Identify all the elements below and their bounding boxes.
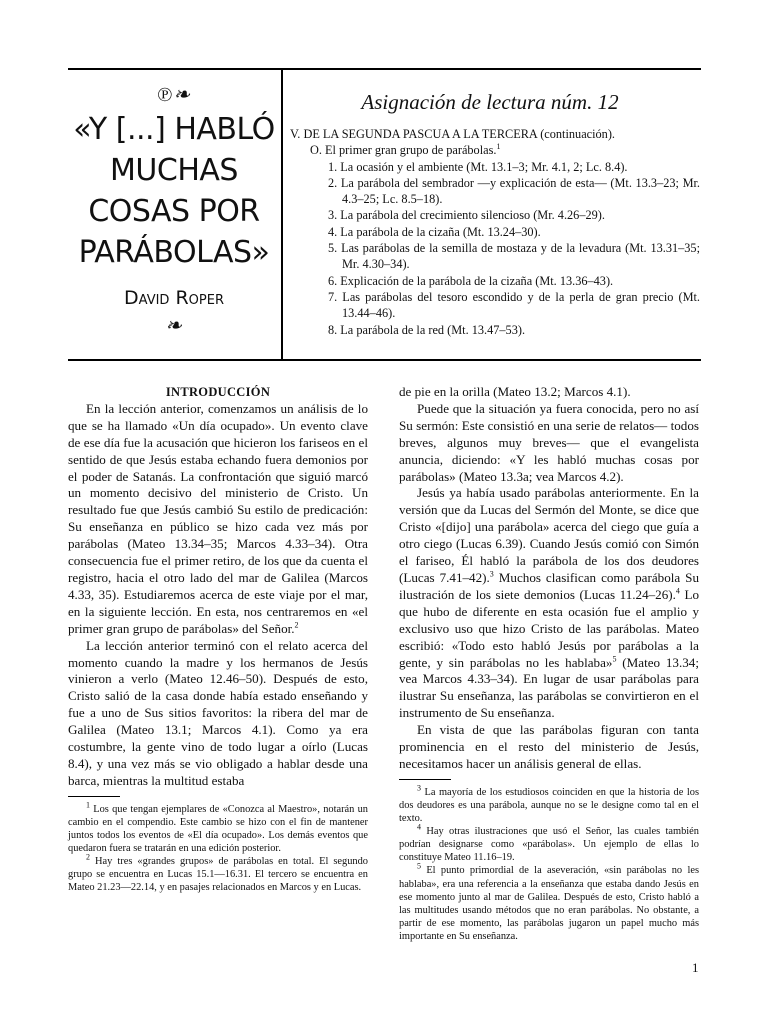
outline-item: 1. La ocasión y el ambiente (Mt. 13.1–3; Mr. 4.1, 2; Lc. 8.4). xyxy=(328,159,628,174)
footnote: $^4$ Hay otras ilustraciones que usó el Señor, las cuales también podrían designarse como «parábolas». Un ejemplo de ellas lo constituye Mateo 11.16–19. xyxy=(399,822,699,864)
title-block xyxy=(68,72,280,337)
ornament-bottom: ❧ xyxy=(165,313,183,337)
section-heading: INTRODUCCIÓN xyxy=(165,385,271,399)
page-number: 1 xyxy=(692,960,699,975)
bottom-rule xyxy=(68,359,701,361)
footnote: $^5$ El punto primordial de la aseveración, «sin parábolas no les hablaba», era una referencia a la enseñanza que estaba dando Jesús en ese momento junto al mar de Galilea. Después de esto, Cristo habló a las multitudes usando métodos que no eran parábolas. No obstante, a partir de ese momento, las parábolas jugaron un papel mucho más importante en Su enseñanza. xyxy=(399,861,699,942)
outline-subsection: O. El primer gran grupo de parábolas.$^1$ xyxy=(310,142,501,158)
left-column xyxy=(68,384,368,894)
top-rule xyxy=(68,68,701,70)
footnote: $^3$ La mayoría de los estudiosos coinciden en que la historia de los dos deudores es una parábola, aunque no se le designe como tal en el texto. xyxy=(399,783,699,825)
title-line-4: PARÁBOLAS» xyxy=(78,235,270,270)
title-line-3: COSAS POR xyxy=(88,194,260,229)
outline-item: 6. Explicación de la parábola de la cizaña (Mt. 13.36–43). xyxy=(328,273,614,288)
outline-item: 5. Las parábolas de la semilla de mostaza y de la levadura (Mt. 13.31–35; Mr. 4.30–34). xyxy=(328,241,700,272)
ornament-top: ℗❧ xyxy=(157,82,191,106)
outline-item: 2. La parábola del sembrador —y explicación de esta— (Mt. 13.3–23; Mr. 4.3–25; Lc. 8.5–18). xyxy=(328,175,700,207)
outline-item: 8. La parábola de la red (Mt. 13.47–53). xyxy=(328,322,526,337)
assignment-title: Asignación de lectura núm. 12 xyxy=(361,90,619,114)
outline-item: 7. Las parábolas del tesoro escondido y de la perla de gran precio (Mt. 13.44–46). xyxy=(328,289,700,321)
outline-item: 3. La parábola del crecimiento silencioso (Mr. 4.26–29). xyxy=(328,208,605,223)
body-paragraph: de pie en la orilla (Mateo 13.2; Marcos 4.1). xyxy=(399,384,631,399)
outline-item: 4. La parábola de la cizaña (Mt. 13.24–30). xyxy=(328,224,541,239)
title-line-2: MUCHAS xyxy=(110,153,238,188)
footnotes xyxy=(399,783,699,943)
body-paragraph: Jesús ya había usado parábolas anteriormente. En la versión que da Lucas del Sermón del Monte, se dice que Cristo «[dijo] una parábola» acerca del ciego que guía a otro ciego (Lucas 6.39). Cuando Jesús comió con Simón el fariseo, Él habló la parábola de los dos deudores (Lucas 7.41–42).$^3$ Muchos clasifican como parábola Su ilustración de los siete demonios (Lucas 11.24–26).$^4$ Lo que hubo de diferente en esta ocasión fue el amplio y exclusivo uso que hizo Cristo de las parábolas. Mateo escribió: «Todo esto habló Jesús por parábolas a la gente, y sin parábolas no les hablaba»$^5$ (Mateo 13.34; vea Marcos 4.33–34). En lugar de usar parábolas para ilustrar Su enseñanza, las parábolas se convirtieron en el instrumento de Su enseñanza. xyxy=(399,485,699,721)
footnote-rule xyxy=(399,779,451,780)
footnotes xyxy=(68,800,368,895)
outline-list xyxy=(290,159,700,338)
body-paragraph: En la lección anterior, comenzamos un análisis de lo que se ha llamado «Un día ocupado». Un evento clave de ese día fue la acusación que hicieron los fariseos en el sentido de que Jesús estaba echando fuera demonios por el poder de Satanás. La confrontación que siguió marcó un momento decisivo del ministerio de Cristo. Un resultado fue que Jesús cambió Su estilo de predicación: Su enseñanza en público se hizo cada vez más por parábolas (Mateo 13.34–35; Marcos 4.33–34). Otra consecuencia fue el primer retiro, de los que da cuenta el registro, hacia el otro lado del mar de Galilea (Marcos 4.33, 35). Estudiaremos acerca de este viaje por el mar, en la siguiente lección. En esta, nos centraremos en «el primer gran grupo de parábolas» del Señor.$^2$ xyxy=(68,400,368,636)
footnote: $^1$ Los que tengan ejemplares de «Conozca al Maestro», notarán un cambio en el compendio. Este cambio se hizo con el fin de mantener juntos todos los eventos de «El día ocupado». Los demás eventos que quedaron fuera se tratarán en una edición posterior. xyxy=(68,800,368,855)
footnote-rule xyxy=(68,796,120,797)
title-line-1: «Y [...] HABLÓ xyxy=(73,112,275,147)
right-column xyxy=(399,384,699,943)
header-divider xyxy=(281,70,283,360)
body-paragraph: En vista de que las parábolas figuran con tanta prominencia en el resto del ministerio de Jesús, necesitamos hacer un análisis general de ellas. xyxy=(399,722,699,771)
outline-section: V. DE LA SEGUNDA PASCUA A LA TERCERA (continuación). xyxy=(290,127,615,141)
body-paragraph: Puede que la situación ya fuera conocida, pero no así Su sermón: Este consistió en una serie de relatos— todos breves, algunos muy breves— que el evangelista anuncia, diciendo: «Y les habló muchas cosas por parábolas» (Mateo 13.3a; vea Marcos 4.2). xyxy=(399,400,699,484)
body-paragraph: La lección anterior terminó con el relato acerca del momento cuando la madre y los hermanos de Jesús vinieron a verlo (Mateo 12.46–50). Después de esto, Cristo salió de la casa donde había estado enseñando y fue a uno de Sus sitios favoritos: la ribera del mar de Galilea (Mateo 13.1; Marcos 4.1). Como ya era costumbre, la gente vino de todo lugar a oírlo (Lucas 8.4), y una vez más se vio obligado a hablar desde una barca, mientras la multitud estaba xyxy=(68,637,368,788)
assignment-outline xyxy=(290,126,700,338)
footnote: $^2$ Hay tres «grandes grupos» de parábolas en total. El segundo grupo se encuentra en Lucas 15.1—16.31. El tercero se encuentra en Mateo 21.23—22.14, y en pasajes relacionados en Marcos y en Lucas. xyxy=(68,852,368,894)
author: David Roper xyxy=(124,287,224,309)
